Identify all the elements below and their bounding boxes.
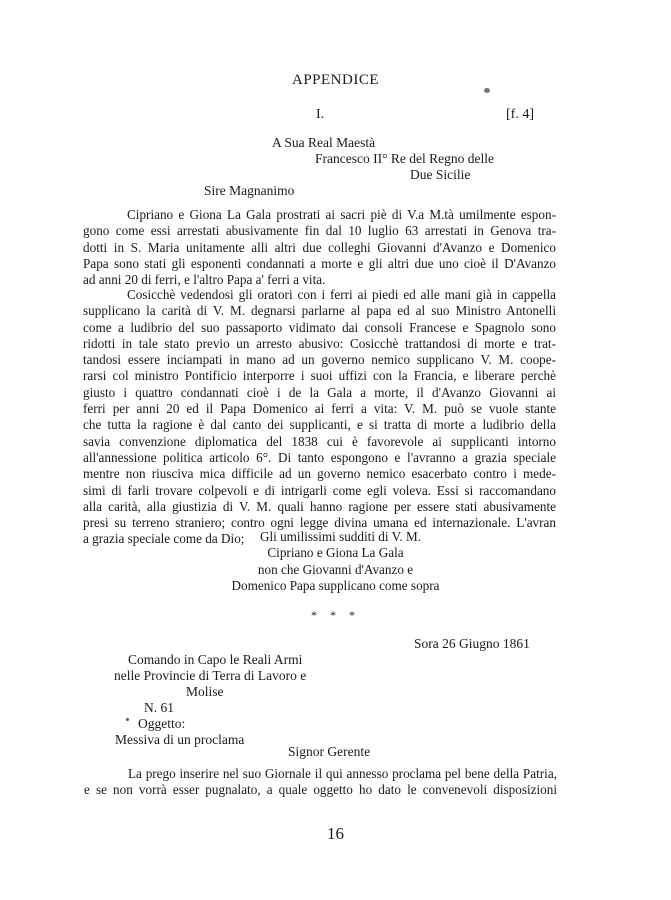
- section-separator: * * *: [311, 608, 360, 622]
- page-heading: APPENDICE: [291, 72, 379, 88]
- sender-line: Molise: [186, 684, 224, 699]
- letter-salutation: Sire Magnanimo: [204, 183, 295, 198]
- text-line: come a ludibrio del suo passaporto vidimato dai consoli Francese e Spagnolo sono: [83, 319, 556, 335]
- sender-line: Messiva di un proclama: [115, 732, 245, 747]
- address-line: Due Sicilie: [410, 167, 471, 182]
- signature-line: Domenico Papa supplicano come sopra: [231, 577, 440, 593]
- sender-line: N. 61: [144, 700, 174, 715]
- text-line: a grazia speciale come da Dio;: [83, 531, 245, 547]
- sender-line: nelle Provincie di Terra di Lavoro e: [114, 668, 307, 683]
- second-document-body: [84, 766, 557, 799]
- text-line: presi su terreno straniero; contro ogni legge divina umana ed internazionale. L'avran: [83, 515, 556, 531]
- document-date: Sora 26 Giugno 1861: [414, 636, 530, 651]
- text-line: dotti in S. Maria unitamente alli altri due colleghi Giovanni d'Avanzo e Domenico: [83, 239, 556, 255]
- text-line: ferri per anni 20 ed il Papa Domenico ai ferri a vita: V. M. può se vuole stante: [83, 401, 556, 417]
- text-line: e se non vorrà esser pugnalato, a quale oggetto ho dato le convenevoli disposizioni: [84, 782, 557, 798]
- text-line: simi di farli trovare colpevoli e di intrigarli come egli voleva. Essi si raccomandano: [83, 482, 556, 498]
- text-line: savia convenzione diplomatica del 1838 cui è favorevole ai supplicanti intorno: [83, 433, 556, 449]
- sender-line: Oggetto:: [138, 716, 186, 731]
- text-line: Cipriano e Giona La Gala prostrati ai sacri piè di V.a M.tà umilmente espon-: [127, 207, 556, 222]
- ink-speck: [126, 718, 129, 721]
- text-line: La prego inserire nel suo Giornale il qui annesso proclama pel bene della Patria,: [128, 766, 557, 781]
- letter-paragraph-1: [83, 207, 556, 288]
- text-line: ad anni 20 di ferri, e l'altro Papa a' ferri a vita.: [83, 272, 326, 288]
- signature-line: Gli umilissimi sudditi di V. M.: [259, 529, 422, 544]
- text-line: ridotti in tale stato previo un arresto abusivo: Cosicchè trattandosi di morte e trat-: [83, 335, 556, 351]
- address-line: A Sua Real Maestà: [272, 135, 376, 150]
- letter-signature: [0, 529, 671, 594]
- second-salutation: Signor Gerente: [288, 744, 371, 759]
- text-line: rarsi col ministro Pontificio interporre i suoi uffizi con la Francia, e liberare perchè: [83, 368, 556, 384]
- text-line: che tutta la ragione è dal canto dei supplicanti, e si tratta di morte a ludibrio della: [83, 417, 556, 433]
- section-number: I.: [316, 107, 325, 122]
- text-line: Papa sono stati gli esponenti condannati a morte e gli altri due uno cioè il D'Avanzo: [83, 255, 556, 271]
- letter-paragraph-2: [83, 287, 556, 548]
- text-line: all'annessione politica articolo 6°. Di tanto espongono e l'avranno a grazia speciale: [83, 449, 556, 465]
- folio-reference: [f. 4]: [506, 107, 534, 122]
- text-line: tandosi essere inciampati in mano ad un governo nemico supplicano V. M. coope-: [83, 352, 556, 368]
- text-line: alla carità, alla giustizia di V. M. quali hanno ragione per essere stati abusivamente: [83, 498, 556, 514]
- signature-line: Cipriano e Giona La Gala: [267, 545, 404, 561]
- page-number: 16: [327, 824, 344, 843]
- text-line: Cosicchè vedendosi gli oratori con i ferri ai piedi ed alle mani già in cappella: [127, 287, 556, 302]
- address-line: Francesco II° Re del Regno delle: [315, 151, 494, 166]
- signature-line: non che Giovanni d'Avanzo e: [257, 561, 414, 577]
- text-line: mentre non riusciva mica difficile ad un governo nemico esacerbato contro i mede-: [83, 466, 556, 482]
- ink-smudge: [484, 88, 490, 93]
- text-line: gono come essi arrestati abusivamente fin dal 10 luglio 63 arrestati in Genova tra-: [83, 223, 556, 239]
- sender-line: Comando in Capo le Reali Armi: [128, 652, 303, 667]
- text-line: giusto i quattro condannati cioè i de la Gala a morte, il d'Avanzo Giovanni ai: [83, 384, 556, 400]
- text-line: supplicano la carità di V. M. degnarsi parlarne al papa ed al suo Ministro Antonelli: [83, 303, 556, 319]
